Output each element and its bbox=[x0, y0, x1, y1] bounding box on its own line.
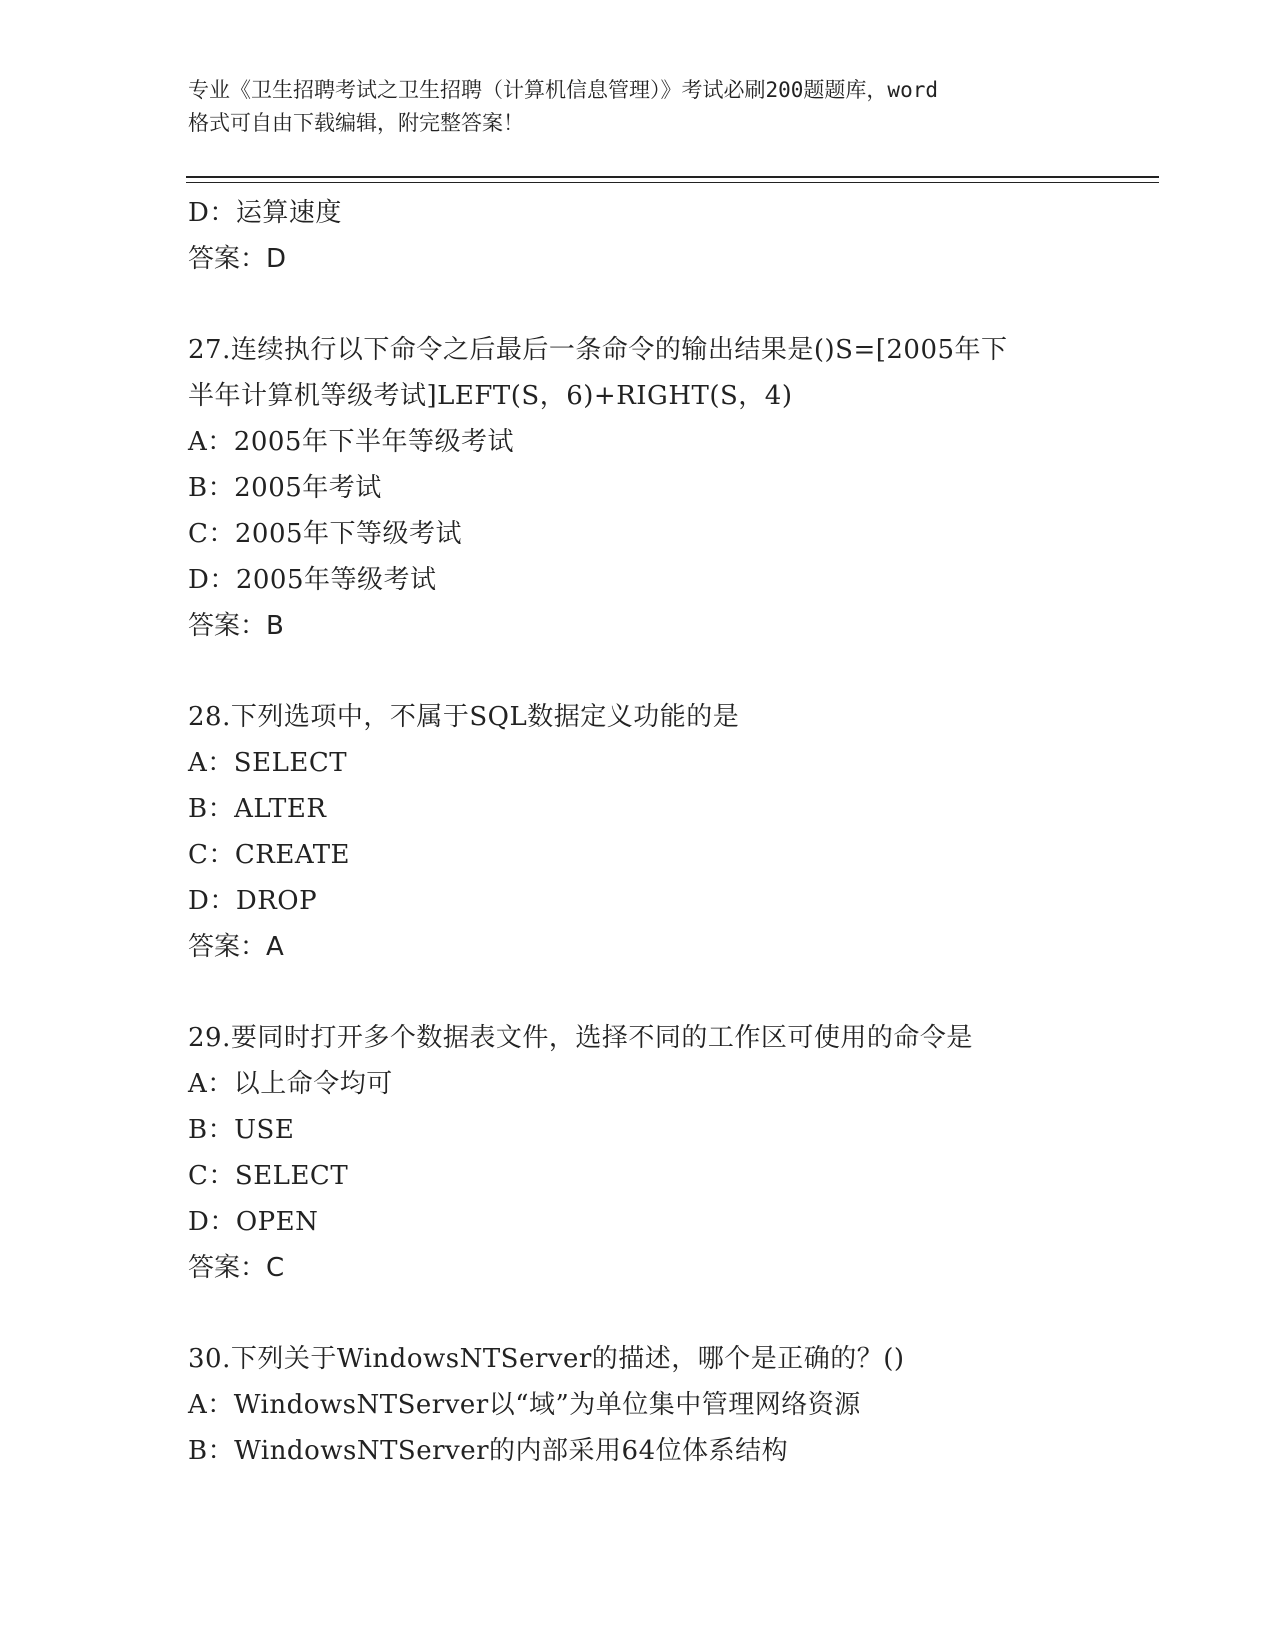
question-28 bbox=[188, 694, 1088, 970]
option-c: C：CREATE bbox=[188, 840, 351, 870]
question-29 bbox=[188, 1015, 1088, 1291]
option-b: B：USE bbox=[188, 1115, 295, 1145]
spacer bbox=[188, 1291, 1088, 1336]
question-stem-cont: 半年计算机等级考试]LEFT(S，6)+RIGHT(S，4) bbox=[188, 381, 793, 411]
question-27 bbox=[188, 327, 1088, 649]
question-partial bbox=[188, 190, 1088, 282]
option-d: D：运算速度 bbox=[188, 198, 342, 228]
spacer bbox=[188, 282, 1088, 327]
question-stem: 27.连续执行以下命令之后最后一条命令的输出结果是()S=[2005年下 bbox=[188, 335, 1008, 365]
answer: 答案：C bbox=[188, 1253, 285, 1283]
answer: 答案：B bbox=[188, 611, 284, 641]
option-c: C：2005年下等级考试 bbox=[188, 519, 463, 549]
header-divider-thin bbox=[186, 182, 1159, 183]
option-a: A：以上命令均可 bbox=[188, 1069, 393, 1099]
option-b: B：WindowsNTServer的内部采用64位体系结构 bbox=[188, 1436, 789, 1466]
option-d: D：OPEN bbox=[188, 1207, 319, 1237]
spacer bbox=[188, 970, 1088, 1015]
option-a: A：WindowsNTServer以“域”为单位集中管理网络资源 bbox=[188, 1390, 861, 1420]
header-divider-thick bbox=[186, 176, 1159, 178]
option-a: A：2005年下半年等级考试 bbox=[188, 427, 514, 457]
option-b: B：2005年考试 bbox=[188, 473, 382, 503]
option-a: A：SELECT bbox=[188, 748, 348, 778]
answer: 答案：A bbox=[188, 932, 284, 962]
spacer bbox=[188, 649, 1088, 694]
option-d: D：2005年等级考试 bbox=[188, 565, 437, 595]
header-line-2: 格式可自由下载编辑，附完整答案！ bbox=[188, 111, 524, 135]
option-d: D：DROP bbox=[188, 886, 318, 916]
question-stem: 28.下列选项中，不属于SQL数据定义功能的是 bbox=[188, 702, 740, 732]
header-line-1: 专业《卫生招聘考试之卫生招聘（计算机信息管理）》考试必刷200题题库，word bbox=[188, 78, 938, 102]
question-30 bbox=[188, 1336, 1088, 1474]
question-stem: 30.下列关于WindowsNTServer的描述，哪个是正确的？() bbox=[188, 1344, 905, 1374]
document-header bbox=[188, 74, 1088, 140]
document-body bbox=[188, 190, 1088, 1474]
answer: 答案：D bbox=[188, 244, 287, 274]
question-stem: 29.要同时打开多个数据表文件，选择不同的工作区可使用的命令是 bbox=[188, 1023, 973, 1053]
option-c: C：SELECT bbox=[188, 1161, 349, 1191]
option-b: B：ALTER bbox=[188, 794, 327, 824]
